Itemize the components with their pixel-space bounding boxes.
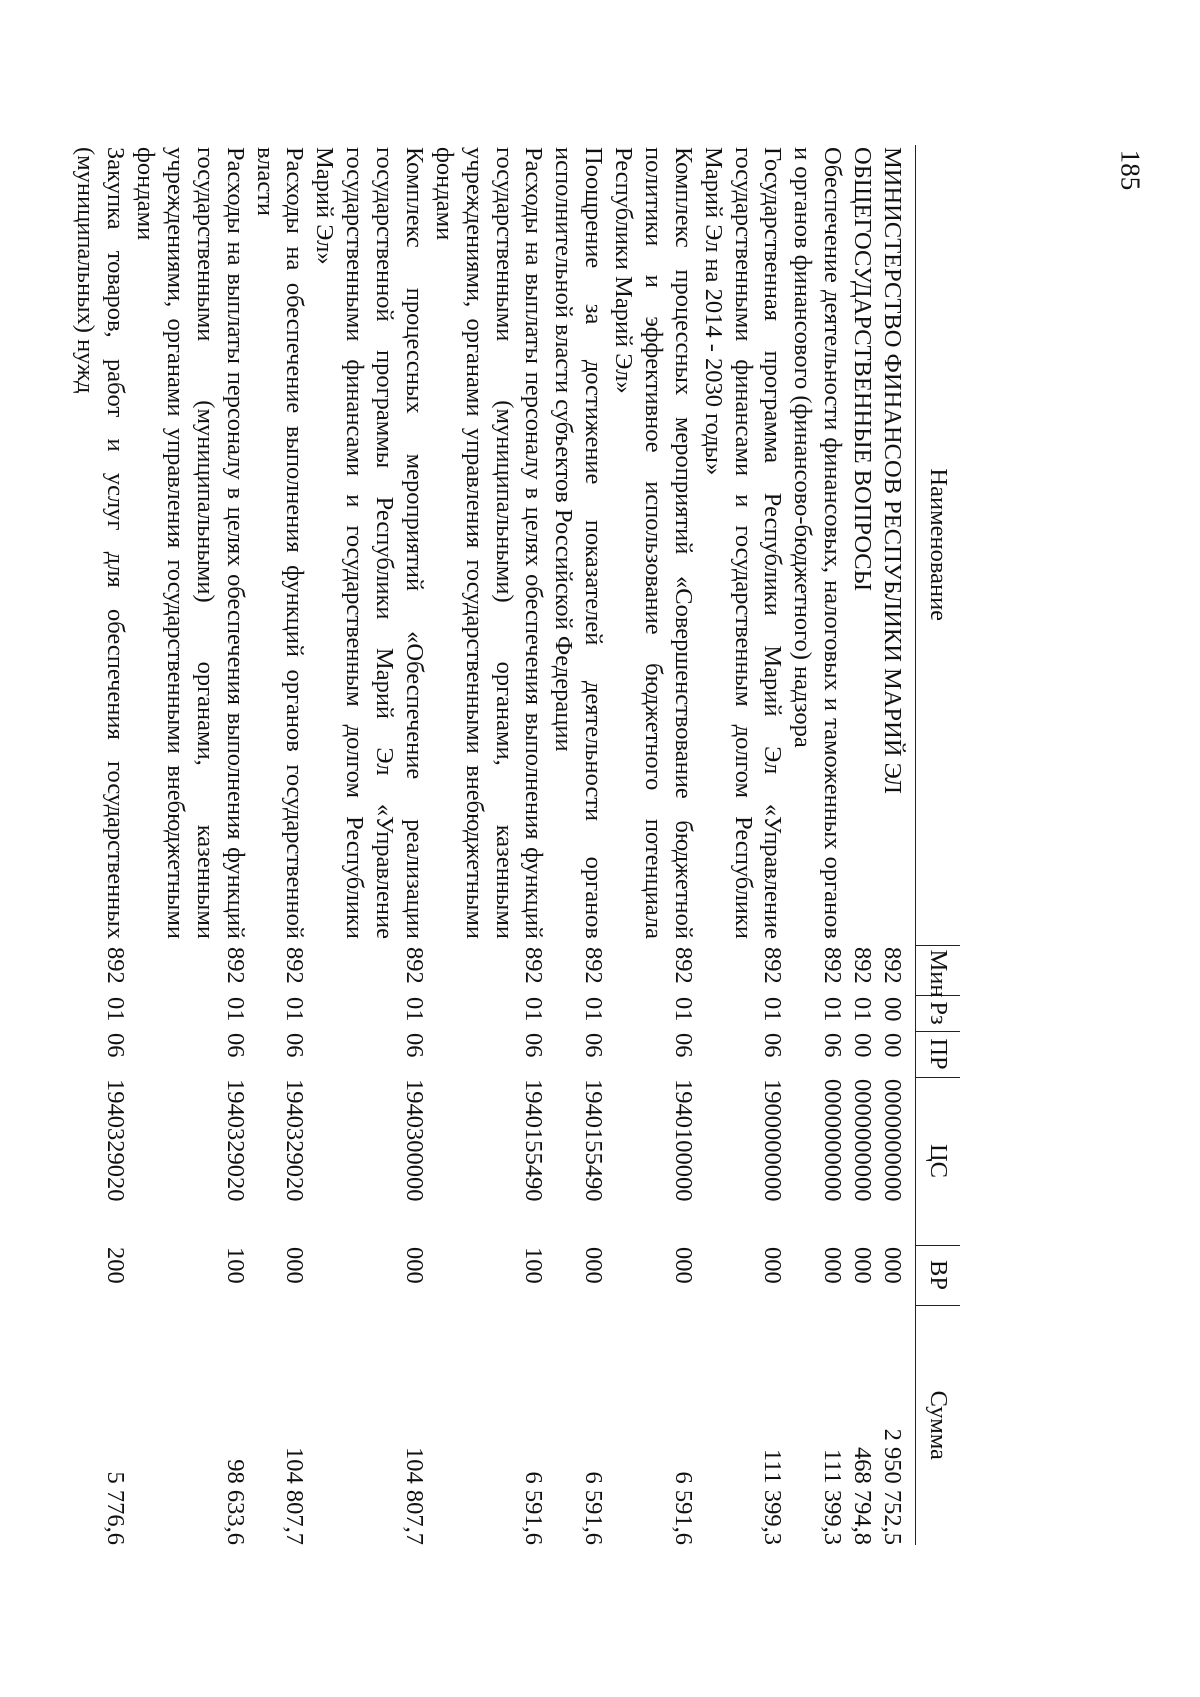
table-row (788, 145, 848, 1545)
cell-pr: 06 (281, 1033, 309, 1058)
cell-vr: 200 (102, 1247, 130, 1284)
page-number: 185 (1115, 149, 1146, 191)
cell-rz: 00 (879, 997, 906, 1022)
cell-pr: 06 (520, 1033, 548, 1058)
cell-pr: 06 (401, 1033, 428, 1058)
table-row (429, 145, 549, 1545)
table-row (698, 145, 788, 1545)
cell-vr: 000 (669, 1247, 697, 1284)
cell-vr: 100 (221, 1247, 249, 1284)
cell-min: 892 (580, 947, 608, 984)
cell-vr: 000 (281, 1247, 309, 1284)
cell-rz: 01 (580, 997, 608, 1022)
cell-min: 892 (879, 947, 906, 984)
cell-min: 892 (759, 947, 787, 984)
cell-sum: 6 591,6 (580, 1471, 608, 1545)
header-vr: ВР (916, 1245, 961, 1305)
cell-sum: 6 591,6 (669, 1471, 697, 1545)
cell-vr: 000 (819, 1247, 847, 1284)
header-cs: ЦС (916, 1077, 961, 1245)
rotated-table-container (72, 145, 960, 1545)
cell-pr: 00 (849, 1033, 877, 1058)
cell-min: 892 (221, 947, 249, 984)
cell-rz: 01 (759, 997, 787, 1022)
cell-vr: 000 (759, 1247, 787, 1284)
cell-rz: 01 (221, 997, 249, 1022)
cell-min: 892 (849, 947, 877, 984)
cell-pr: 06 (759, 1033, 787, 1058)
cell-cs: 1940155490 (520, 1079, 548, 1202)
cell-sum: 5 776,6 (102, 1471, 130, 1545)
cell-sum: 468 794,8 (849, 1447, 877, 1545)
budget-table (71, 145, 961, 1545)
cell-vr: 000 (401, 1247, 428, 1284)
cell-name: Расходы на обеспечение выполнения функций органов государственной власти (251, 147, 309, 939)
table-header-row (916, 145, 961, 1545)
cell-min: 892 (520, 947, 548, 984)
cell-sum: 6 591,6 (520, 1471, 548, 1545)
cell-vr: 000 (849, 1247, 877, 1284)
cell-name: Комплекс процессных мероприятий «Совершенствование бюджетной политики и эффективное использование бюджетного потенциала Республики Марий Эл» (610, 147, 697, 939)
cell-cs: 1940329020 (102, 1079, 130, 1202)
cell-name: Обеспечение деятельности финансовых, налоговых и таможенных органов и органов финансового (финансово-бюджетного) надзора (789, 147, 847, 939)
cell-pr: 06 (819, 1033, 847, 1058)
table-row (549, 145, 609, 1545)
cell-pr: 06 (580, 1033, 608, 1058)
cell-min: 892 (819, 947, 847, 984)
cell-cs: 1940155490 (580, 1079, 608, 1202)
cell-name: ОБЩЕГОСУДАРСТВЕННЫЕ ВОПРОСЫ (849, 147, 877, 592)
cell-vr: 100 (520, 1247, 548, 1284)
cell-vr: 000 (580, 1247, 608, 1284)
cell-vr: 000 (879, 1247, 906, 1284)
cell-sum: 98 633,6 (221, 1459, 249, 1545)
header-name: Наименование (916, 145, 961, 945)
cell-pr: 06 (669, 1033, 697, 1058)
cell-rz: 01 (849, 997, 877, 1022)
table-row (71, 145, 131, 1545)
cell-cs: 1940100000 (669, 1079, 697, 1202)
cell-name: Поощрение за достижение показателей деятельности органов исполнительной власти субъектов Российской Федерации (550, 147, 608, 939)
table-row (608, 145, 698, 1545)
cell-rz: 01 (520, 997, 548, 1022)
header-min: Мин (916, 945, 961, 995)
cell-min: 892 (281, 947, 309, 984)
cell-rz: 01 (819, 997, 847, 1022)
header-sum: Сумма (916, 1305, 961, 1545)
cell-min: 892 (401, 947, 428, 984)
cell-rz: 01 (401, 997, 428, 1022)
cell-name: Государственная программа Республики Марий Эл «Управление государственными финансами и государственным долгом Республики Марий Эл на 2014 - 2030 годы» (699, 147, 787, 939)
header-pr: ПР (916, 1031, 961, 1077)
table-row (130, 145, 250, 1545)
cell-cs: 1900000000 (759, 1079, 787, 1202)
cell-cs: 1940329020 (221, 1079, 249, 1202)
cell-rz: 01 (102, 997, 130, 1022)
cell-pr: 06 (102, 1033, 130, 1058)
table-row (877, 145, 915, 1545)
table-row (310, 145, 430, 1545)
cell-cs: 1940300000 (401, 1079, 428, 1202)
cell-cs: 0000000000 (819, 1079, 847, 1202)
table-row (847, 145, 877, 1545)
header-rz: Рз (916, 995, 961, 1031)
cell-cs: 1940329020 (281, 1079, 309, 1202)
cell-pr: 06 (221, 1033, 249, 1058)
cell-min: 892 (669, 947, 697, 984)
cell-name: МИНИСТЕРСТВО ФИНАНСОВ РЕСПУБЛИКИ МАРИЙ ЭЛ (879, 147, 906, 794)
cell-name: Расходы на выплаты персоналу в целях обеспечения выполнения функций государственными (муниципальными) органами, казенными учреждениями, органами управления государственными внебюджетными фондами (132, 147, 249, 939)
cell-name: Комплекс процессных мероприятий «Обеспечение реализации государственной программы Республики Марий Эл «Управление государственными финансами и государственным долгом Республики Марий Эл» (311, 147, 428, 939)
cell-rz: 01 (669, 997, 697, 1022)
cell-name: Закупка товаров, работ и услуг для обеспечения государственных (муниципальных) нужд (72, 147, 130, 939)
cell-sum: 2 950 752,5 (879, 1428, 906, 1545)
cell-sum: 111 399,3 (759, 1448, 787, 1545)
cell-sum: 104 807,7 (401, 1447, 428, 1545)
table-frame (72, 145, 960, 1545)
cell-cs: 0000000000 (849, 1079, 877, 1202)
cell-name: Расходы на выплаты персоналу в целях обеспечения выполнения функций государственными (муниципальными) органами, казенными учреждениями, органами управления государственными внебюджетными фондами (430, 147, 548, 939)
cell-pr: 00 (879, 1033, 906, 1058)
cell-rz: 01 (281, 997, 309, 1022)
table-row (250, 145, 310, 1545)
cell-min: 892 (102, 947, 130, 984)
cell-cs: 0000000000 (879, 1079, 906, 1202)
cell-sum: 104 807,7 (281, 1447, 309, 1545)
cell-sum: 111 399,3 (819, 1448, 847, 1545)
